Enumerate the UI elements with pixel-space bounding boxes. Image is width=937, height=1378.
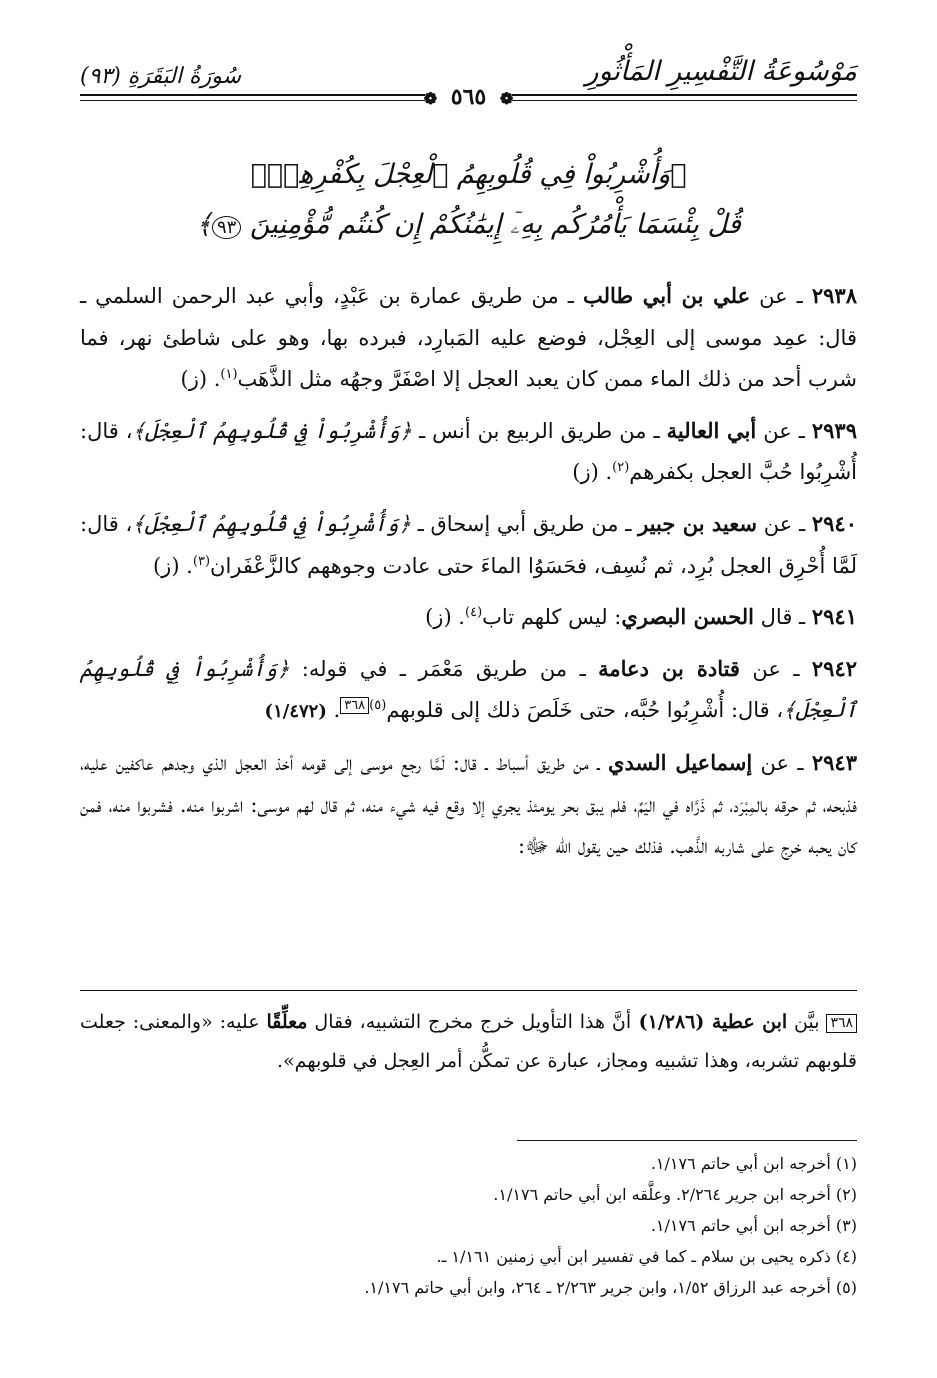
commentary-ref-box[interactable]: ٣٦٨ <box>340 697 369 714</box>
main-text <box>80 275 857 877</box>
verse-line-1: ﴿وَأُشْرِبُواْ فِي قُلُوبِهِمُ ٱلْعِجْلَ بِكُفْرِهِمْۚ <box>250 159 687 190</box>
entry-connector: ـ عن <box>752 750 812 775</box>
ornament-icon: ❁ <box>499 89 514 108</box>
entry-tail: . (ز) <box>180 367 221 392</box>
entry-connector: ـ عن <box>757 511 812 536</box>
quran-quote: ﴿وَأُشْرِبُواْ فِي قُلُوبِهِمُ ٱلْعِجْلَ﴾ <box>80 656 857 723</box>
footnote-divider <box>517 1140 857 1141</box>
entry-text: : ليس كلهم تاب <box>482 605 622 630</box>
entry-2943 <box>80 742 857 868</box>
footnote-5: (٥) أخرجه عبد الرزاق ١/٥٢، وابن جرير ٢/٢٦٣ ـ ٢٦٤، وابن أبي حاتم ١/١٧٦. <box>364 1278 857 1297</box>
entry-number: ٢٩٤٢ <box>811 655 858 681</box>
narrator-name: إسماعيل السدي <box>608 749 753 775</box>
volume-reference: (١/٤٧٢) <box>264 701 327 723</box>
footnote-marker: (٣) <box>192 553 211 569</box>
footnote-marker: (٤) <box>465 605 483 621</box>
page-header <box>80 56 857 116</box>
entry-connector: ـ عن <box>739 656 812 681</box>
entry-text-2: ، قال: أُشْرِبُوا حُبَّ العجل بكفرهم <box>80 418 857 485</box>
entry-2942 <box>80 648 857 733</box>
entry-text: ـ من طريق مَعْمَر ـ في قوله: <box>289 656 599 681</box>
page-number-value: ٥٦٥ <box>450 84 487 110</box>
verse-line-2-text: قُلْ بِئْسَمَا يَأْمُرُكُم بِهِۦٓ إِيمَٰنُكُمْ إِن كُنتُم مُّؤْمِنِينَ <box>249 209 741 240</box>
footnote-marker: (١) <box>220 367 238 383</box>
surah-title: سُورَةُ البَقَرَةِ (٩٣) <box>80 64 242 89</box>
entry-tail: . <box>326 698 341 723</box>
footnotes <box>80 1148 857 1303</box>
entry-text-2: ، قال: لَمَّا أُحْرِق العجل بُرِد، ثم نُسِف، فحَسَوُا الماءَ حتى عادت وجوههم كالزَّعْفَران <box>80 511 857 578</box>
footnote-marker: (٢) <box>612 460 630 476</box>
page-number-band <box>80 86 857 108</box>
commentary-bold-word: معلِّقًا <box>266 1011 308 1033</box>
quran-quote: ﴿وَأُشْرِبُواْ فِي قُلُوبِهِمُ ٱلْعِجْلَ﴾ <box>132 418 412 443</box>
entry-text: ـ من طريق الربيع بن أنس ـ <box>411 418 667 443</box>
footnote-2: (٢) أخرجه ابن جرير ٢/٢٦٤. وعلَّقه ابن أبي حاتم ١/١٧٦. <box>493 1185 857 1204</box>
commentary-block <box>80 1003 857 1081</box>
entry-text: ـ من طريق عمارة بن عَبْدٍ، وأبي عبد الرحمن السلمي ـ قال: عمِد موسى إلى العِجْل، فوضع عليه المَبارِد، فبرده بها، وهو على شاطئ نهر، فما شرب أحد من ذلك الماء ممن كان يعبد العجل إلا اصْفَرَّ وجهُه مثل الذَّهَب <box>80 284 857 392</box>
entry-connector: ـ عن <box>756 418 812 443</box>
entry-2939 <box>80 410 857 494</box>
entry-2938 <box>80 275 857 401</box>
entry-tail: . (ز) <box>425 605 465 630</box>
commentary-text-1: أنَّ هذا التأويل خرج مخرج التشبيه، فقال <box>307 1011 632 1033</box>
narrator-name: قتادة بن دعامة <box>598 655 740 681</box>
narrator-name: علي بن أبي طالب <box>582 283 751 308</box>
entry-number: ٢٩٣٩ <box>811 417 857 443</box>
commentary-number-box: ٣٦٨ <box>826 1014 857 1033</box>
footnote-4: (٤) ذكره يحيى بن سلام ـ كما في تفسير ابن أبي زمنين ١/١٦١ ـ. <box>436 1247 857 1266</box>
entry-number: ٢٩٤١ <box>811 604 857 630</box>
entry-number: ٢٩٤٣ <box>811 749 857 775</box>
commentary-text-2: عليه: «والمعنى: جعلت قلوبهم تشربه، وهذا تشبيه ومجاز، عبارة عن تمكُّن أمر العِجل في قلوبهم». <box>80 1011 857 1072</box>
entry-tail: . (ز) <box>572 460 613 485</box>
narrator-name: أبي العالية <box>666 417 757 443</box>
entry-connector: ـ عن <box>750 284 812 308</box>
quran-quote: ﴿وَأُشْرِبُواْ فِي قُلُوبِهِمُ ٱلْعِجْلَ﴾ <box>132 511 411 536</box>
entry-text: ـ من طريق أبي إسحاق ـ <box>410 511 639 536</box>
commentary-lead: بيَّن <box>787 1011 827 1033</box>
footnote-3: (٣) أخرجه ابن أبي حاتم ١/١٧٦. <box>650 1216 857 1235</box>
page-number <box>80 84 857 110</box>
entry-tail: . (ز) <box>152 553 193 578</box>
entry-2941 <box>80 596 857 639</box>
entry-2940 <box>80 503 857 587</box>
verse-close-bracket: ﴾ <box>196 209 212 240</box>
commentator-name: ابن عطية <box>711 1011 788 1033</box>
entry-text: ـ من طريق أسباط ـ قال: لَمَّا رجع موسى إلى قومه أخذ العجل الذي وجدهم عاكفين عليه، فذبحه، ثم حرقه بالمِبْرَد، ثم ذَرَّاه في اليَمِّ، فلم يبق بحر يومئذ يجري إلا وقع فيه شيء منه، ثم قال لهم موسى: اشربوا منه. فشربوا منه، فمن كان يحبه خرج على شاربه الذَّهب. فذلك حين يقول الله ﷻ: <box>80 750 857 859</box>
footnote-marker: (٥) <box>369 698 387 714</box>
commentary-ref: (١/٢٨٦) <box>631 1011 712 1033</box>
book-title: مَوْسُوعَةُ التَّفْسِيرِ المَأْثُورِ <box>585 56 857 87</box>
quran-verse <box>150 150 787 253</box>
narrator-name: سعيد بن جبير <box>638 510 757 536</box>
entry-connector: ـ قال <box>754 605 812 630</box>
commentary-divider <box>80 990 857 991</box>
entry-number: ٢٩٤٠ <box>811 510 857 536</box>
footnote-1: (١) أخرجه ابن أبي حاتم ١/١٧٦. <box>650 1154 857 1173</box>
narrator-name: الحسن البصري <box>621 604 754 630</box>
verse-line-2 <box>150 200 787 253</box>
ayah-number: ٩٣ <box>212 216 241 239</box>
entry-text-2: ، قال: أُشْرِبُوا حُبَّه، حتى خَلَصَ ذلك إلى قلوبهم <box>386 698 784 723</box>
entry-number: ٢٩٣٨ <box>811 283 857 308</box>
ornament-icon: ❁ <box>423 89 438 108</box>
